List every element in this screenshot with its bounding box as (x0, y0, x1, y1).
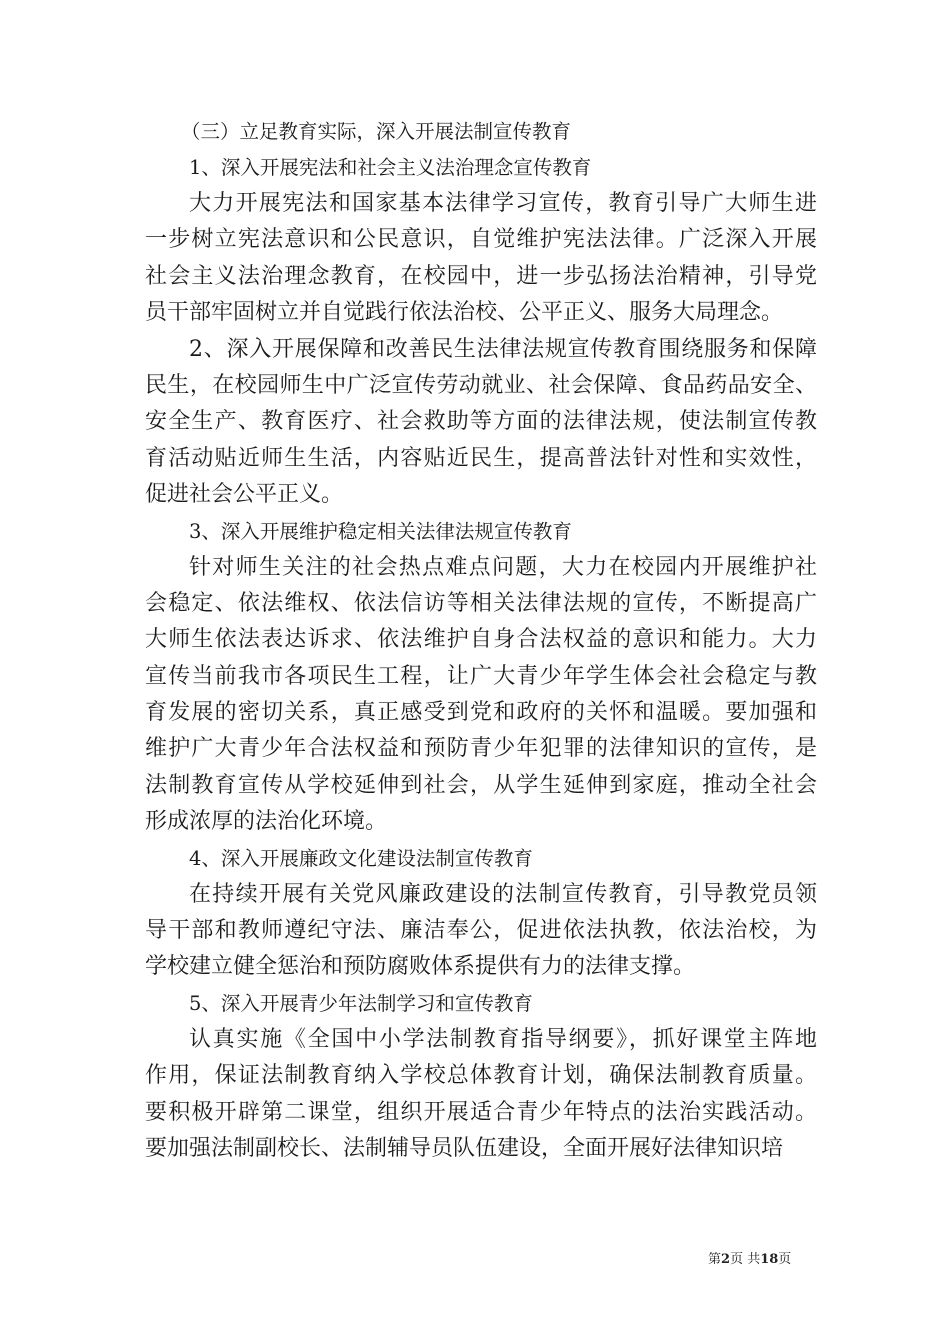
text-line: 5、深入开展青少年法制学习和宣传教育 (189, 991, 533, 1015)
text-line: 育发展的密切关系，真正感受到党和政府的关怀和温暖。要加强和 (145, 700, 817, 726)
document-body (145, 114, 817, 1167)
footer-middle: 页 共 (730, 1252, 761, 1267)
text-line: 一步树立宪法意识和公民意识，自觉维护宪法法律。广泛深入开展 (145, 227, 817, 253)
text-line: 作用，保证法制教育纳入学校总体教育计划，确保法制教育质量。 (145, 1063, 817, 1089)
heading-item-4 (145, 841, 817, 877)
text-line: 育活动贴近师生生活，内容贴近民生，提高普法针对性和实效性， (145, 445, 817, 471)
paragraph-para-3 (145, 550, 817, 841)
text-line: 4、深入开展廉政文化建设法制宣传教育 (189, 846, 533, 870)
text-line: 2、深入开展保障和改善民生法律法规宣传教育围绕服务和保障 (189, 336, 817, 362)
text-line: 认真实施《全国中小学法制教育指导纲要》，抓好课堂主阵地 (189, 1026, 817, 1052)
text-line: 员干部牢固树立并自觉践行依法治校、公平正义、服务大局理念。 (145, 300, 784, 326)
text-line: 宣传当前我市各项民生工程，让广大青少年学生体会社会稳定与教 (145, 663, 817, 689)
text-line: 导干部和教师遵纪守法、廉洁奉公，促进依法执教，依法治校，为 (145, 918, 817, 944)
paragraph-para-2 (145, 332, 817, 514)
text-line: 3、深入开展维护稳定相关法律法规宣传教育 (189, 519, 572, 543)
footer-total-pages: 18 (760, 1252, 779, 1267)
text-line: 要积极开辟第二课堂，组织开展适合青少年特点的法治实践活动。 (145, 1099, 817, 1125)
heading-item-3 (145, 514, 817, 550)
heading-item-1 (145, 150, 817, 186)
text-line: 在持续开展有关党风廉政建设的法制宣传教育，引导教党员领 (189, 881, 817, 907)
text-line: 社会主义法治理念教育，在校园中，进一步弘扬法治精神，引导党 (145, 263, 817, 289)
heading-item-5 (145, 986, 817, 1022)
text-line: 针对师生关注的社会热点难点问题，大力在校园内开展维护社 (189, 554, 817, 580)
paragraph-para-4 (145, 877, 817, 986)
footer-prefix: 第 (708, 1252, 722, 1267)
text-line: 形成浓厚的法治化环境。 (145, 809, 388, 835)
heading-section-three (145, 114, 817, 150)
text-line: 法制教育宣传从学校延伸到社会，从学生延伸到家庭，推动全社会 (145, 772, 817, 798)
page-footer (708, 1248, 791, 1267)
text-line: 1、深入开展宪法和社会主义法治理念宣传教育 (189, 156, 592, 179)
text-line: 民生，在校园师生中广泛宣传劳动就业、社会保障、食品药品安全、 (145, 372, 817, 398)
text-line: 大力开展宪法和国家基本法律学习宣传，教育引导广大师生进 (189, 191, 817, 216)
text-line: （三）立足教育实际，深入开展法制宣传教育 (181, 120, 572, 143)
text-line: 维护广大青少年合法权益和预防青少年犯罪的法律知识的宣传，是 (145, 736, 817, 762)
text-line: 安全生产、教育医疗、社会救助等方面的法律法规，使法制宣传教 (145, 409, 817, 435)
footer-suffix: 页 (778, 1252, 792, 1267)
text-line: 促进社会公平正义。 (145, 482, 344, 508)
text-line: 学校建立健全惩治和预防腐败体系提供有力的法律支撑。 (145, 954, 696, 980)
text-line: 要加强法制副校长、法制辅导员队伍建设，全面开展好法律知识培 (145, 1135, 784, 1161)
footer-page-number: 2 (721, 1252, 731, 1267)
paragraph-para-1 (145, 186, 817, 332)
paragraph-para-5 (145, 1022, 817, 1168)
text-line: 会稳定、依法维权、依法信访等相关法律法规的宣传，不断提高广 (145, 590, 817, 616)
text-line: 大师生依法表达诉求、依法维护自身合法权益的意识和能力。大力 (145, 627, 817, 653)
